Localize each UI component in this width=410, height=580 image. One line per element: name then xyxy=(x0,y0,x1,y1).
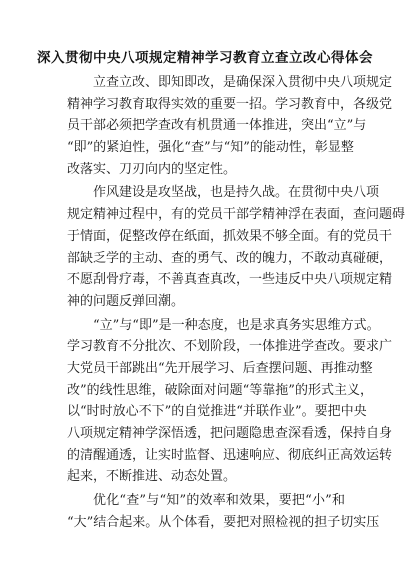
text-line: 神的问题反弹回潮。 xyxy=(67,293,185,309)
paragraph-2 xyxy=(67,182,406,312)
text-line: “立”与“即”是一种态度，也是求真务实思维方式。 xyxy=(93,317,380,333)
text-line: 作风建设是攻坚战，也是持久战。在贯彻中央八项 xyxy=(93,185,380,201)
text-line: 不愿刮骨疗毒，不善真查真改，一些违反中央八项规定精 xyxy=(67,272,393,288)
text-line: 优化“查”与“知”的效率和效果，要把“小”和 xyxy=(93,493,345,509)
text-line: 改”的线性思维，破除面对问题“等靠拖”的形式主义， xyxy=(67,382,373,398)
text-line: 部缺乏学的主动、查的勇气、改的魄力，不敢动真碰硬， xyxy=(67,250,393,266)
text-line: 员干部必须把学查改有机贯通一体推进，突出“立”与 xyxy=(67,118,367,134)
paragraph-3 xyxy=(67,315,393,489)
text-line: 精神学习教育取得实效的重要一招。学习教育中，各级党 xyxy=(67,96,393,112)
text-line: 的清醒通透，让实时监督、迅速响应、彻底纠正高效运转 xyxy=(67,447,393,463)
document-title: 深入贯彻中央八项规定精神学习教育立查立改心得体会 xyxy=(37,50,373,66)
paragraph-1 xyxy=(67,72,393,180)
text-line: 于情面，促整改停在纸面，抓效果不够全面。有的党员干 xyxy=(67,228,393,244)
text-line: 立查立改、即知即改，是确保深入贯彻中央八项规定 xyxy=(93,75,393,90)
text-line: “大”结合起来。从个体看，要把对照检视的担子切实压 xyxy=(67,514,380,530)
text-line: 大党员干部跳出“先开展学习、后查摆问题、再推动整 xyxy=(67,360,373,376)
text-line: 八项规定精神学深悟透，把问题隐患查深看透，保持自身 xyxy=(67,426,393,441)
text-line: “即”的紧迫性，强化“查”与“知”的能动性，彰显整 xyxy=(67,140,354,156)
paragraph-4 xyxy=(67,490,380,533)
text-line: 起来，不断推进、动态处置。 xyxy=(67,469,237,485)
text-line: 学习教育不分批次、不划阶段，一体推进学查改。要求广 xyxy=(67,339,393,355)
text-line: 改落实、刀刃向内的坚定性。 xyxy=(67,161,237,177)
text-line: 以“时时放心不下”的自觉推进“并联作业”。要把中央 xyxy=(67,404,367,420)
document-body xyxy=(67,72,406,533)
text-line: 规定精神过程中，有的党员干部学精神浮在表面，查问题碍 xyxy=(67,207,406,223)
